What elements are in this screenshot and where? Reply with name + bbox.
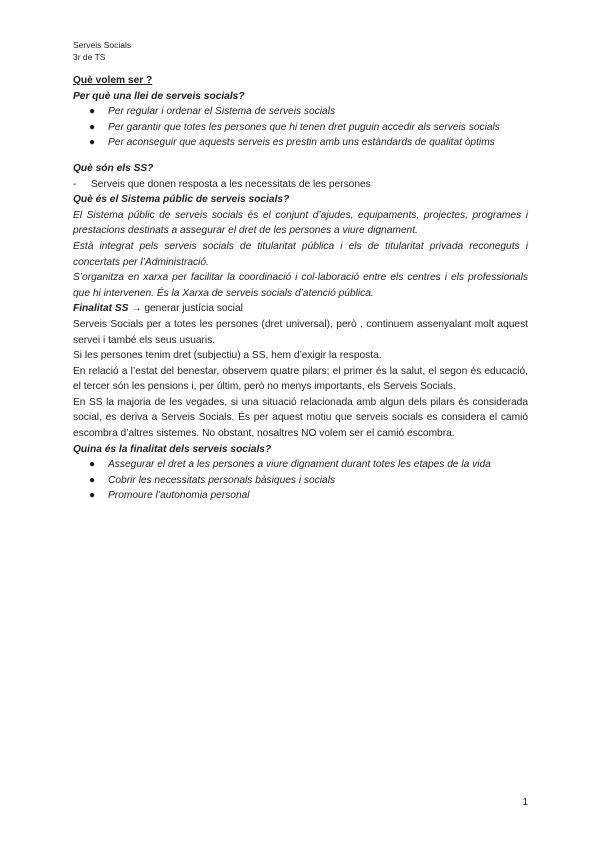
paragraph: En relació a l’estat del benestar, observem quatre pilars; el primer és la salut, el segon és educació, el tercer són les pensions i, per últim, però no menys importants, els Serveis Socials. xyxy=(73,365,528,393)
page-number: 1 xyxy=(522,797,528,808)
page-header xyxy=(73,39,131,63)
header-group: 3r de TS xyxy=(73,52,106,62)
heading-public-system: Què és el Sistema públic de serveis socials? xyxy=(73,194,290,206)
finality-label: Finalitat SS xyxy=(73,303,129,315)
bullet-icon: ● xyxy=(89,490,96,502)
bullet-icon: ● xyxy=(89,474,96,486)
heading-what-ss: Què són els SS? xyxy=(73,162,154,174)
heading-finality: Quina és la finalitat dels serveis socials? xyxy=(73,443,272,455)
document-body xyxy=(73,73,528,504)
list-item: ● Cobrir les necessitats personals bàsiques i socials xyxy=(73,473,528,489)
finality-text: → generar justícia social xyxy=(131,303,243,315)
list-item: - Serveis que donen resposta a les necessitats de les persones xyxy=(73,177,528,193)
dash-icon: - xyxy=(73,178,77,190)
paragraph: Si les persones tenim dret (subjectiu) a SS, hem d’exigir la resposta. xyxy=(73,350,382,362)
header-course: Serveis Socials xyxy=(73,40,132,50)
bullet-icon: ● xyxy=(89,106,96,118)
list-item: ● Promoure l’autonomia personal xyxy=(73,488,528,504)
bullet-icon: ● xyxy=(89,121,96,133)
paragraph: Està integrat pels serveis socials de titularitat pública i els de titularitat privada reconeguts i concertats per l’Administració. xyxy=(73,240,528,268)
bullet-icon: ● xyxy=(89,459,96,471)
finality-line xyxy=(73,301,528,317)
section-title: Què volem ser ? xyxy=(73,75,153,86)
paragraph: El Sistema públic de serveis socials és el conjunt d’ajudes, equipaments, projectes, programes i prestacions destinats a assegurar el dret de les persones a viure dignament. xyxy=(73,209,528,237)
list-item: ● Per regular i ordenar el Sistema de serveis socials xyxy=(73,104,528,120)
paragraph: S’organitza en xarxa per facilitar la coordinació i col·laboració entre els centres i els professionals que hi intervenen. És la Xarxa de serveis socials d’atenció pública. xyxy=(73,272,528,299)
heading-why-law: Per què una llei de serveis socials? xyxy=(73,90,245,102)
list-item: ● Per aconseguir que aquests serveis es prestin amb uns estàndards de qualitat òptims xyxy=(73,135,528,151)
list-item: ● Assegurar el dret a les persones a viure dignament durant totes les etapes de la vida xyxy=(73,457,528,473)
bullet-icon: ● xyxy=(89,137,96,149)
paragraph: Serveis Socials per a totes les persones (dret universal), però , continuem assenyalant molt aquest servei i també els seus usuaris. xyxy=(73,318,528,346)
paragraph: En SS la majoria de les vegades, si una situació relacionada amb algun dels pilars és considerada social, es deriva a Serveis Socials. És per aquest motiu que serveis socials es considera el camió escombra d’altres sistemes. No obstant, nosaltres NO volem ser el camió escombra. xyxy=(73,396,528,440)
list-item: ● Per garantir que totes les persones que hi tenen dret puguin accedir als serveis socials xyxy=(73,120,528,136)
